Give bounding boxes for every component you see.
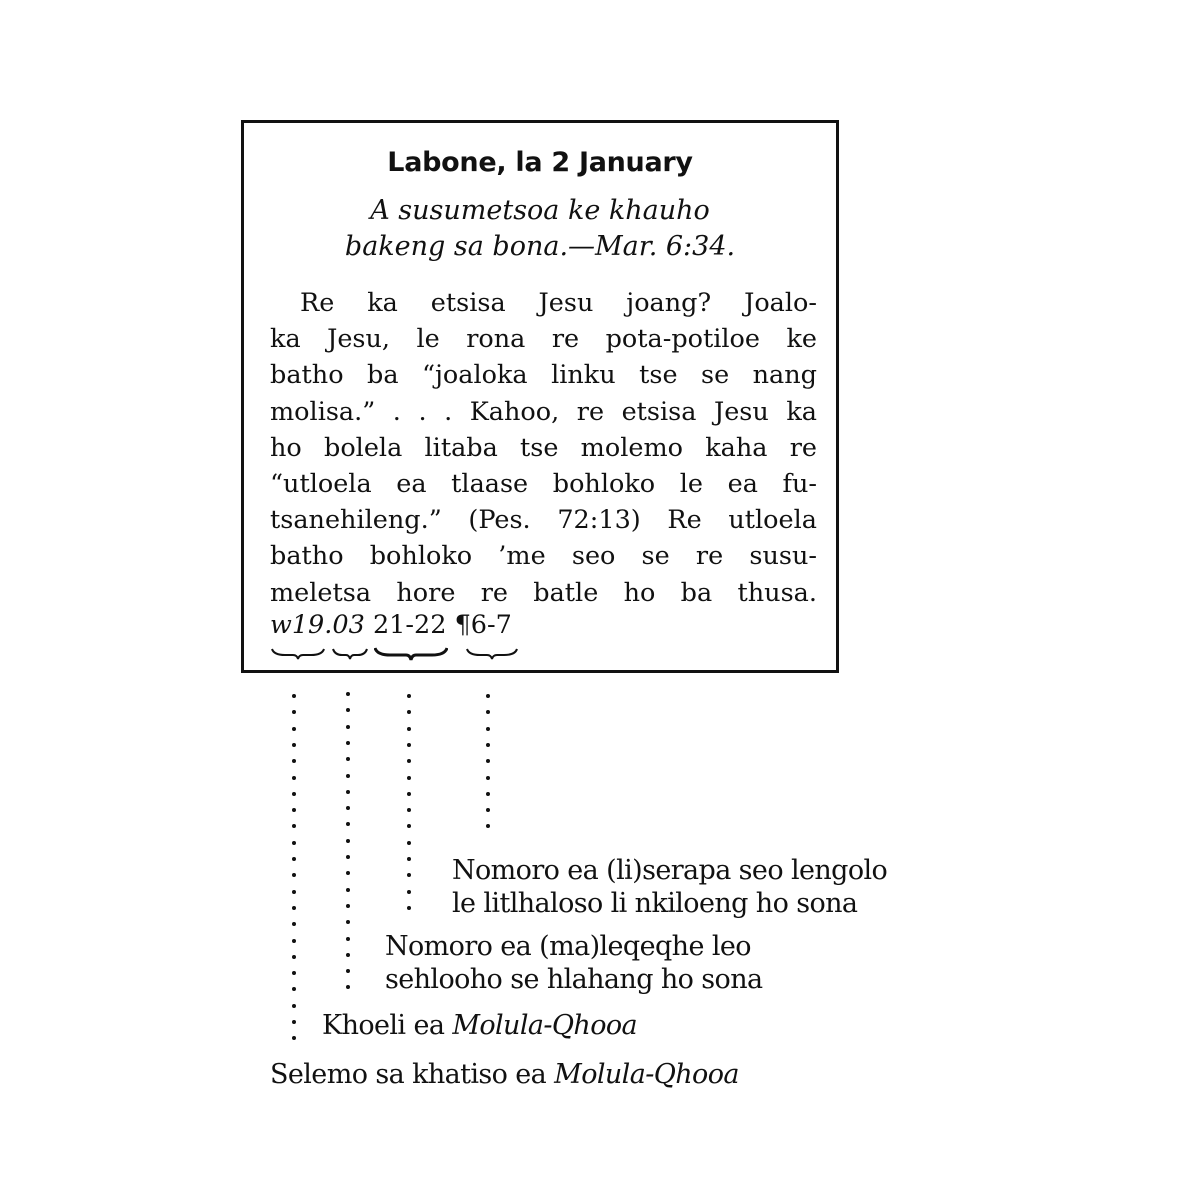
- leader-dot: [486, 776, 490, 780]
- leader-dot: [346, 953, 350, 957]
- leader-dot: [346, 708, 350, 712]
- legend-issue-italic: Molula-Qhooa: [452, 1010, 638, 1041]
- leader-dot: [292, 955, 296, 959]
- leader-dot: [292, 776, 296, 780]
- leader-dot: [346, 822, 350, 826]
- body-line: ho bolela litaba tse molemo kaha re: [270, 432, 817, 463]
- brace-paragraphs-icon: [466, 646, 518, 662]
- brace-pages-icon: [374, 646, 448, 662]
- leader-dot: [486, 694, 490, 698]
- leader-dot: [407, 841, 411, 845]
- leader-dot: [292, 1036, 296, 1040]
- leader-dot: [346, 888, 350, 892]
- leader-dot: [346, 937, 350, 941]
- brace-publication-icon: [271, 646, 325, 662]
- leader-dot: [346, 839, 350, 843]
- leader-dot: [486, 710, 490, 714]
- legend-issue: [322, 1009, 637, 1042]
- leader-dot: [346, 855, 350, 859]
- legend-publication: [270, 1058, 739, 1091]
- leader-dot: [407, 890, 411, 894]
- leader-dot: [407, 824, 411, 828]
- brace-issue-icon: [332, 646, 368, 662]
- legend-paragraphs: [452, 854, 887, 920]
- body-line: “utloela ea tlaase bohloko le ea fu-: [270, 469, 817, 500]
- leader-dot: [292, 792, 296, 796]
- leader-dot: [292, 857, 296, 861]
- leader-dot: [407, 743, 411, 747]
- comment-paragraph: [270, 285, 817, 611]
- leader-dot: [346, 774, 350, 778]
- body-line: ka Jesu, le rona re pota-potiloe ke: [270, 324, 817, 355]
- leader-dot: [292, 743, 296, 747]
- body-line: tsanehileng.” (Pes. 72:13) Re utloela: [270, 505, 817, 536]
- leader-dot: [292, 694, 296, 698]
- leader-dot: [346, 790, 350, 794]
- leader-dot: [407, 808, 411, 812]
- body-line: molisa.” . . . Kahoo, re etsisa Jesu ka: [270, 396, 817, 427]
- citation-pages: 21-22: [372, 610, 447, 640]
- citation-issue: .03: [324, 610, 365, 640]
- leader-dot: [292, 727, 296, 731]
- theme-line-2: bakeng sa bona.—Mar. 6:34.: [344, 231, 736, 262]
- leader-dot: [346, 985, 350, 989]
- theme-scripture: [244, 193, 836, 265]
- leader-dot: [407, 759, 411, 763]
- leader-dot: [486, 792, 490, 796]
- leader-dot: [292, 759, 296, 763]
- leader-dot: [407, 906, 411, 910]
- leader-dot: [292, 841, 296, 845]
- leader-dot: [292, 890, 296, 894]
- leader-dot: [292, 939, 296, 943]
- leader-dot: [292, 710, 296, 714]
- leader-dot: [407, 710, 411, 714]
- leader-dot: [292, 873, 296, 877]
- date-heading: Labone, la 2 January: [387, 147, 693, 178]
- leader-dot: [292, 1004, 296, 1008]
- legend-pages-line-1: Nomoro ea (ma)leqeqhe leo: [385, 931, 751, 962]
- leader-dot: [486, 743, 490, 747]
- daily-text-box: [241, 120, 839, 673]
- legend-paragraphs-line-1: Nomoro ea (li)serapa seo lengolo: [452, 855, 888, 886]
- body-line: meletsa hore re batle ho ba thusa.: [270, 577, 817, 608]
- body-line: Re ka etsisa Jesu joang? Joalo-: [300, 288, 817, 318]
- leader-dot: [346, 920, 350, 924]
- leader-dot: [346, 806, 350, 810]
- legend-publication-text: Selemo sa khatiso ea: [270, 1059, 555, 1090]
- theme-line-1: A susumetsoa ke khauho: [370, 195, 710, 226]
- leader-dot: [292, 922, 296, 926]
- leader-dot: [407, 694, 411, 698]
- leader-dot: [346, 871, 350, 875]
- leader-dot: [486, 824, 490, 828]
- leader-dot: [407, 873, 411, 877]
- legend-pages-line-2: sehlooho se hlahang ho sona: [385, 964, 763, 995]
- leader-dot: [292, 971, 296, 975]
- legend-pages: [385, 930, 763, 996]
- leader-dot: [292, 906, 296, 910]
- leader-dot: [292, 1020, 296, 1024]
- leader-dot: [407, 857, 411, 861]
- body-line: batho ba “joaloka linku tse se nang: [270, 360, 817, 391]
- leader-dot: [292, 824, 296, 828]
- leader-dot: [407, 727, 411, 731]
- leader-dot: [486, 808, 490, 812]
- leader-dot: [346, 692, 350, 696]
- citation-paragraphs: ¶6-7: [454, 610, 512, 640]
- leader-dot: [407, 792, 411, 796]
- leader-dot: [407, 776, 411, 780]
- leader-dot: [346, 741, 350, 745]
- leader-dot: [486, 759, 490, 763]
- legend-paragraphs-line-2: le litlhaloso li nkiloeng ho sona: [452, 888, 858, 919]
- leader-dot: [346, 757, 350, 761]
- leader-dot: [346, 969, 350, 973]
- leader-dot: [346, 725, 350, 729]
- leader-dot: [486, 727, 490, 731]
- leader-dot: [292, 808, 296, 812]
- leader-dot: [292, 987, 296, 991]
- legend-issue-text: Khoeli ea: [322, 1010, 453, 1041]
- body-line: batho bohloko ’me seo se re susu-: [270, 541, 817, 572]
- citation-publication: w19: [270, 610, 325, 640]
- citation-reference: [270, 610, 512, 640]
- leader-dot: [346, 904, 350, 908]
- legend-publication-italic: Molula-Qhooa: [554, 1059, 739, 1090]
